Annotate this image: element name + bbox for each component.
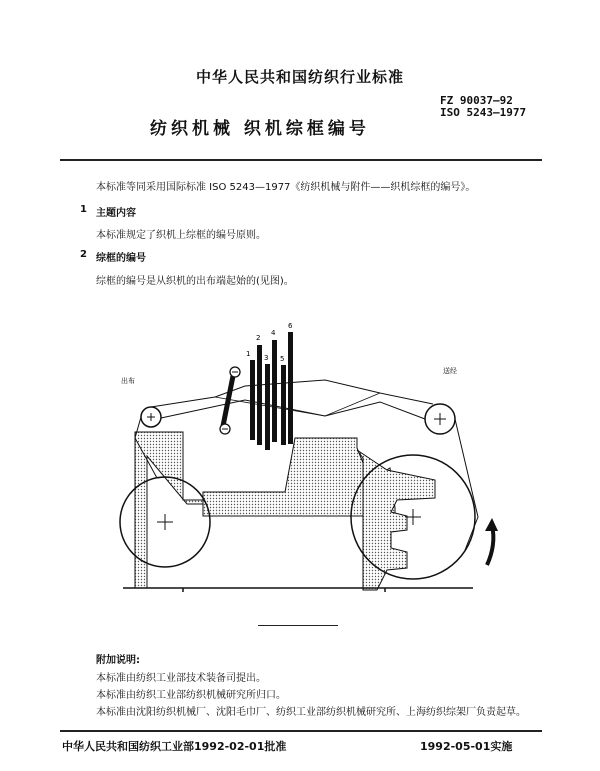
reed-batten [223, 376, 233, 426]
heddle-frame-4 [272, 340, 277, 442]
note-line-2: 本标准由纺织工业部纺织机械研究所归口。 [96, 690, 286, 701]
section-1-heading: 主题内容 [96, 208, 136, 219]
section-1-number: 1 [80, 204, 87, 215]
header-divider [60, 159, 542, 161]
loom-heddle-diagram [95, 320, 515, 610]
heddle-number-1: 1 [246, 350, 251, 358]
heddle-number-6: 6 [288, 322, 293, 330]
heddle-number-3: 3 [264, 354, 269, 362]
heddle-frame-5 [281, 365, 286, 445]
section-2-number: 2 [80, 249, 87, 260]
section-2-heading: 综框的编号 [96, 253, 146, 264]
heddle-number-4: 4 [271, 329, 276, 337]
note-line-3: 本标准由沈阳纺织机械厂、沈阳毛巾厂、纺织工业部纺织机械研究所、上海纺织综架厂负责起草。 [96, 707, 526, 718]
warp-yarn-upper-cross [215, 393, 380, 416]
standard-code-fz: FZ 90037—92 [440, 94, 513, 107]
heddle-number-5: 5 [280, 355, 285, 363]
approval-line: 中华人民共和国纺织工业部1992-02-01批准 [62, 740, 287, 753]
notes-divider [258, 625, 338, 626]
heddle-frame-1 [250, 360, 255, 440]
note-line-1: 本标准由纺织工业部技术装备司提出。 [96, 673, 266, 684]
intro-paragraph: 本标准等同采用国际标准 ISO 5243—1977《纺织机械与附件——织机综框的编号》。 [96, 182, 476, 193]
section-2-text: 综框的编号是从织机的出布端起始的(见图)。 [96, 276, 294, 287]
standard-code-iso: ISO 5243—1977 [440, 106, 527, 119]
heddle-frame-2 [257, 345, 262, 445]
issuing-agency: 中华人民共和国纺织行业标准 [195, 68, 404, 86]
heddle-frame-6 [288, 332, 293, 444]
label-warp-in: 送经 [443, 367, 457, 375]
standard-title: 纺织机械 织机综框编号 [150, 119, 370, 139]
frame-left-post [135, 432, 203, 588]
section-1-text: 本标准规定了织机上综框的编号原则。 [96, 230, 266, 241]
footer-divider [60, 730, 542, 732]
rotation-arrow-icon [487, 526, 493, 565]
heddle-number-2: 2 [256, 334, 261, 342]
implementation-date: 1992-05-01实施 [420, 740, 513, 753]
frame-right-bracket [357, 450, 435, 590]
label-cloth-out: 出布 [121, 377, 135, 385]
heddle-frame-3 [265, 364, 270, 450]
notes-title: 附加说明: [96, 655, 140, 666]
